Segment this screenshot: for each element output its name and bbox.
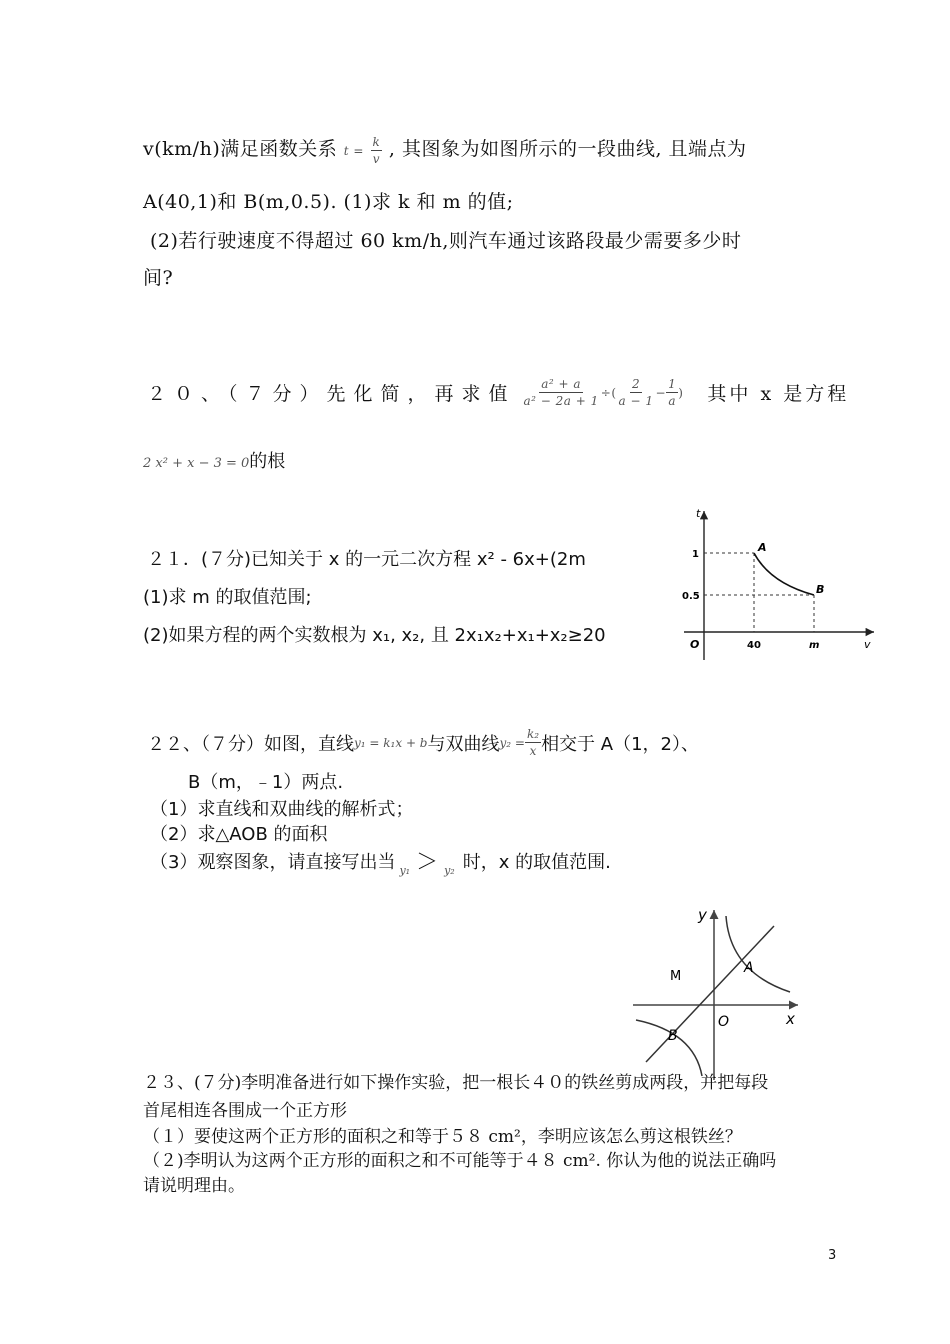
q20-minus: − [655, 385, 667, 400]
q22-y1: y₁ [399, 864, 411, 877]
hyperbola-graph [628, 902, 808, 1080]
label-t: t [696, 507, 701, 520]
q22-text-c: 相交于 A（1，2）、 [541, 733, 700, 755]
q19-frac-den: v [372, 151, 381, 166]
q19-line4: 间? [143, 267, 174, 289]
label-m: M [670, 969, 682, 984]
q19-eq-t: t = [343, 144, 364, 158]
q20-frac3-num: 1 [668, 377, 677, 391]
q22-eq2-num: k₂ [526, 727, 540, 741]
q19-line1 [143, 134, 747, 165]
label-a2: A [744, 960, 754, 976]
q20-fraction-1 [522, 378, 601, 407]
q22-eq2-fraction [525, 728, 541, 757]
curve-ab [754, 553, 814, 595]
q19-text-b: , 其图象为如图所示的一段曲线, 且端点为 [388, 138, 747, 160]
q22-line3: （1）求直线和双曲线的解析式； [150, 799, 414, 820]
label-xm: m [809, 640, 820, 651]
q22-text-b: 与双曲线 [427, 733, 500, 755]
q20-frac2-num: 2 [631, 377, 641, 391]
q22-text-5b: 时，x 的取值范围. [462, 851, 611, 873]
label-a: A [758, 541, 767, 554]
q22-line4: （2）求△AOB 的面积 [150, 824, 328, 845]
q20-suffix: 其中 x 是方程 [707, 383, 850, 405]
q20-fraction-2 [617, 378, 656, 407]
q22-eq2-den: x [529, 744, 537, 758]
label-y05: 0.5 [682, 591, 700, 602]
q20-line1 [147, 378, 849, 407]
q22-text-a: ２２、（７分）如图，直线 [147, 733, 354, 755]
q19-frac-num: k [372, 134, 381, 149]
q20-prefix: ２０、（７分）先化简，再求值 [147, 383, 516, 405]
q19-line2: A(40,1)和 B(m,0.5). (1)求 k 和 m 的值; [143, 191, 514, 213]
q21-line3: (2)如果方程的两个实数根为 x₁, x₂, 且 2x₁x₂+x₁+x₂≥20 [143, 625, 606, 646]
label-y1: 1 [692, 549, 699, 560]
page-number: 3 [828, 1248, 837, 1263]
q22-text-5a: （3）观察图象，请直接写出当 [150, 851, 396, 873]
q20-close: ) [678, 385, 684, 400]
q23-line1: ２３、(７分)李明准备进行如下操作实验，把一根长４０的铁丝剪成两段，并把每段 [143, 1073, 769, 1093]
q21-line2: (1)求 m 的取值范围; [143, 587, 312, 608]
q22-line2: B（m，﹣1）两点. [188, 772, 344, 793]
q20-frac3-den: a [668, 394, 676, 408]
label-b: B [816, 583, 825, 596]
q19-text-a: v(km/h)满足函数关系 [143, 138, 338, 160]
label-b2: B [668, 1028, 678, 1044]
q20-div: ÷( [600, 385, 617, 400]
label-v: v [864, 638, 871, 651]
q21-line1: ２１．(７分)已知关于 x 的一元二次方程 x² - 6x+(2m [147, 549, 586, 570]
t-v-graph [666, 505, 882, 665]
label-o: O [690, 638, 700, 651]
label-y: y [698, 906, 707, 924]
label-x40: 40 [747, 640, 761, 651]
q23-line4: （２)李明认为这两个正方形的面积之和不可能等于４８ cm². 你认为他的说法正确吗 [143, 1151, 777, 1171]
q19-fraction [371, 136, 383, 165]
q22-eq2-lhs: y₂ = [499, 735, 525, 750]
q22-eq1: y₁ = k₁x + b [354, 735, 428, 750]
q22-line5 [150, 845, 611, 876]
q20-tail: 的根 [249, 451, 286, 472]
q19-line3: (2)若行驶速度不得超过 60 km/h,则汽车通过该路段最少需要多少时 [150, 230, 742, 252]
q22-gt: ＞ [416, 850, 439, 875]
q20-fraction-3 [666, 378, 678, 407]
hyperbola-branch-1 [726, 916, 790, 992]
q20-frac1-den: a² − 2a + 1 [523, 394, 599, 408]
q22-line1 [147, 728, 699, 757]
q20-equation: 2 x² + x − 3 = 0 [143, 456, 250, 471]
q20-line2 [143, 447, 285, 473]
line-y1 [646, 926, 774, 1062]
q20-frac2-den: a − 1 [618, 394, 654, 408]
q23-line5: 请说明理由。 [143, 1176, 245, 1196]
q23-line3: （１）要使这两个正方形的面积之和等于５８ cm²，李明应该怎么剪这根铁丝？ [143, 1127, 742, 1147]
label-o2: O [718, 1014, 730, 1030]
q20-frac1-num: a² + a [541, 377, 582, 391]
label-x: x [786, 1010, 795, 1028]
q23-line2: 首尾相连各围成一个正方形 [143, 1101, 347, 1121]
q22-y2: y₂ [444, 864, 455, 877]
